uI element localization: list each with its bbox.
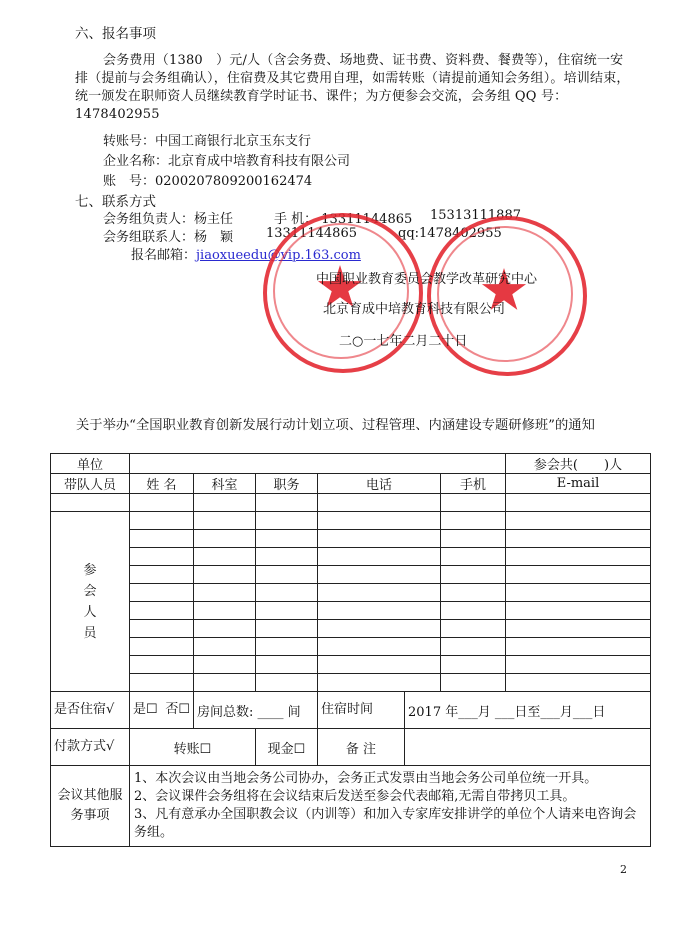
manager-name: 杨主任	[194, 212, 234, 227]
table-cell[interactable]	[318, 548, 441, 566]
table-cell[interactable]	[130, 620, 194, 638]
remarks-label: 备 注	[318, 729, 405, 766]
table-cell[interactable]	[130, 602, 194, 620]
table-row	[51, 674, 651, 692]
form-title: 关于举办“全国职业教育创新发展行动计划立项、过程管理、内涵建设专题研修班”的通知	[76, 418, 595, 433]
table-cell[interactable]	[318, 530, 441, 548]
table-row	[51, 584, 651, 602]
stay-choice[interactable]	[130, 692, 194, 729]
transfer-checkbox[interactable]: 转账☐	[130, 729, 256, 766]
participants-label	[51, 512, 130, 692]
table-cell[interactable]	[506, 674, 651, 692]
column-department: 科室	[194, 474, 256, 494]
table-cell[interactable]	[441, 584, 506, 602]
stay-no-checkbox[interactable]: 否☐	[165, 702, 190, 717]
table-cell[interactable]	[506, 512, 651, 530]
email-link[interactable]: jiaoxueedu@vip.163.com	[196, 248, 361, 263]
table-cell[interactable]	[506, 620, 651, 638]
table-cell[interactable]	[256, 620, 318, 638]
table-cell[interactable]	[130, 566, 194, 584]
fee-paragraph: 会务费用（1380 ）元/人（含会务费、场地费、证书费、资料费、餐费等），住宿统一安排（提前与会务组确认），住宿费及其它费用自理，如需转账（请提前通知会务组）。培训结束，统一颁发在职师资人员继续教育学时证书、课件；为方便参会交流，会务组 QQ 号：1478402955	[75, 53, 630, 122]
bank-label: 转账号：	[103, 134, 156, 149]
stay-time-label: 住宿时间	[318, 692, 405, 729]
contact-label: 会务组联系人：	[103, 230, 195, 245]
table-cell[interactable]	[318, 656, 441, 674]
table-cell[interactable]	[130, 584, 194, 602]
table-cell[interactable]	[130, 548, 194, 566]
participants-char: 参	[83, 562, 97, 578]
table-row	[51, 530, 651, 548]
leader-blank	[51, 494, 130, 512]
table-cell[interactable]	[256, 602, 318, 620]
column-email: E-mail	[506, 474, 651, 494]
stay-yes-checkbox[interactable]: 是☐	[133, 702, 158, 717]
rooms-label[interactable]: 房间总数: ____ 间	[194, 692, 318, 729]
participants-char: 会	[83, 583, 97, 599]
table-cell[interactable]	[506, 548, 651, 566]
table-cell[interactable]	[318, 674, 441, 692]
manager-label: 会务组负责人：	[103, 212, 195, 227]
table-cell[interactable]	[256, 530, 318, 548]
note-item: 1、本次会议由当地会务公司协办，会务正式发票由当地会务公司单位统一开具。	[134, 771, 598, 786]
column-name: 姓 名	[130, 474, 194, 494]
column-telephone: 电话	[318, 474, 441, 494]
table-cell[interactable]	[130, 530, 194, 548]
table-cell[interactable]	[256, 548, 318, 566]
table-cell[interactable]	[506, 494, 651, 512]
table-cell[interactable]	[130, 638, 194, 656]
table-cell[interactable]	[194, 638, 256, 656]
table-cell[interactable]	[441, 548, 506, 566]
table-cell[interactable]	[194, 548, 256, 566]
table-cell[interactable]	[506, 602, 651, 620]
unit-label: 单位	[51, 454, 130, 474]
table-cell[interactable]	[256, 494, 318, 512]
stay-label: 是否住宿√	[51, 692, 130, 729]
qq-value: 1478402955	[419, 226, 502, 241]
table-cell[interactable]	[256, 638, 318, 656]
table-cell[interactable]	[441, 674, 506, 692]
table-cell[interactable]	[318, 602, 441, 620]
table-cell[interactable]	[318, 584, 441, 602]
table-cell[interactable]	[130, 656, 194, 674]
table-cell[interactable]	[441, 566, 506, 584]
table-cell[interactable]	[441, 494, 506, 512]
table-cell[interactable]	[256, 674, 318, 692]
account-value: 0200207809200162474	[155, 174, 313, 189]
page-number: 2	[620, 863, 627, 876]
table-cell[interactable]	[194, 656, 256, 674]
table-row	[51, 548, 651, 566]
table-cell[interactable]	[318, 566, 441, 584]
contact-name: 杨 颖	[194, 230, 234, 245]
other-services-notes	[130, 766, 651, 847]
table-row	[51, 566, 651, 584]
company-value: 北京育成中培教育科技有限公司	[168, 154, 351, 169]
signature-org-2: 北京育成中培教育科技有限公司	[323, 302, 506, 317]
leader-row	[51, 474, 651, 494]
participants-char: 人	[83, 604, 97, 620]
attendee-count[interactable]: 参会共( )人	[506, 454, 651, 474]
contact-line	[103, 226, 233, 245]
manager-line	[103, 208, 233, 227]
stay-row	[51, 692, 651, 729]
other-services-label: 会议其他服务事项	[51, 766, 130, 847]
table-cell[interactable]	[441, 512, 506, 530]
table-cell[interactable]	[506, 530, 651, 548]
participants-char: 员	[83, 625, 97, 641]
unit-input-cell[interactable]	[130, 454, 506, 474]
table-cell[interactable]	[441, 638, 506, 656]
table-cell[interactable]	[318, 494, 441, 512]
phone-label: 手 机：	[274, 212, 318, 227]
table-cell[interactable]	[506, 584, 651, 602]
section-6-heading: 六、报名事项	[75, 26, 156, 42]
table-cell[interactable]	[506, 566, 651, 584]
payment-label: 付款方式√	[51, 729, 130, 766]
leader-label: 带队人员	[51, 474, 130, 494]
company-label: 企业名称：	[103, 154, 169, 169]
payment-row	[51, 729, 651, 766]
phone-2: 15313111887	[430, 208, 521, 223]
qq-label: qq:	[398, 226, 420, 241]
table-cell[interactable]	[256, 656, 318, 674]
table-cell[interactable]	[256, 584, 318, 602]
table-row	[51, 512, 651, 530]
bank-line	[103, 130, 311, 149]
table-cell[interactable]	[318, 620, 441, 638]
table-row	[51, 602, 651, 620]
table-cell[interactable]	[194, 512, 256, 530]
leader-input-row	[51, 494, 651, 512]
column-position: 职务	[256, 474, 318, 494]
table-cell[interactable]	[130, 674, 194, 692]
table-cell[interactable]	[256, 566, 318, 584]
table-cell[interactable]	[506, 638, 651, 656]
table-cell[interactable]	[506, 656, 651, 674]
table-cell[interactable]	[194, 620, 256, 638]
note-item: 2、会议课件会务组将在会议结束后发送至参会代表邮箱,无需自带拷贝工具。	[134, 789, 576, 804]
stay-dates[interactable]: 2017 年___月 ___日至___月___日	[405, 692, 651, 729]
table-cell[interactable]	[256, 512, 318, 530]
remarks-input-cell[interactable]	[405, 729, 651, 766]
table-row	[51, 620, 651, 638]
note-item: 3、凡有意承办全国职教会议（内训等）和加入专家库安排讲学的单位个人请来电咨询会务组。	[134, 807, 637, 840]
table-cell[interactable]	[441, 530, 506, 548]
table-cell[interactable]	[194, 494, 256, 512]
table-cell[interactable]	[441, 602, 506, 620]
cash-checkbox[interactable]: 现金☐	[256, 729, 318, 766]
bank-value: 中国工商银行北京玉东支行	[155, 134, 312, 149]
signature-date: 二○一七年二月二十日	[339, 334, 468, 349]
table-cell[interactable]	[194, 602, 256, 620]
account-line	[103, 170, 312, 189]
table-cell[interactable]	[318, 512, 441, 530]
contact-phone: 13311144865	[266, 226, 357, 241]
left-seal	[263, 213, 423, 373]
table-cell[interactable]	[194, 530, 256, 548]
table-cell[interactable]	[130, 512, 194, 530]
table-row	[51, 656, 651, 674]
registration-table	[50, 453, 651, 847]
table-cell[interactable]	[441, 620, 506, 638]
company-line	[103, 150, 350, 169]
account-label: 账 号：	[103, 174, 156, 189]
table-cell[interactable]	[441, 656, 506, 674]
table-row	[51, 638, 651, 656]
table-cell[interactable]	[194, 674, 256, 692]
table-cell[interactable]	[194, 566, 256, 584]
right-seal	[427, 216, 587, 376]
signature-org-1: 中国职业教育委员会教学改革研究中心	[316, 272, 538, 287]
table-cell[interactable]	[318, 638, 441, 656]
unit-row	[51, 454, 651, 474]
table-cell[interactable]	[194, 584, 256, 602]
table-cell[interactable]	[130, 494, 194, 512]
phone-1: 13311144865	[321, 212, 413, 227]
email-label: 报名邮箱：	[131, 248, 197, 263]
other-services-row	[51, 766, 651, 847]
column-mobile: 手机	[441, 474, 506, 494]
section-7-heading: 七、联系方式	[75, 194, 156, 210]
